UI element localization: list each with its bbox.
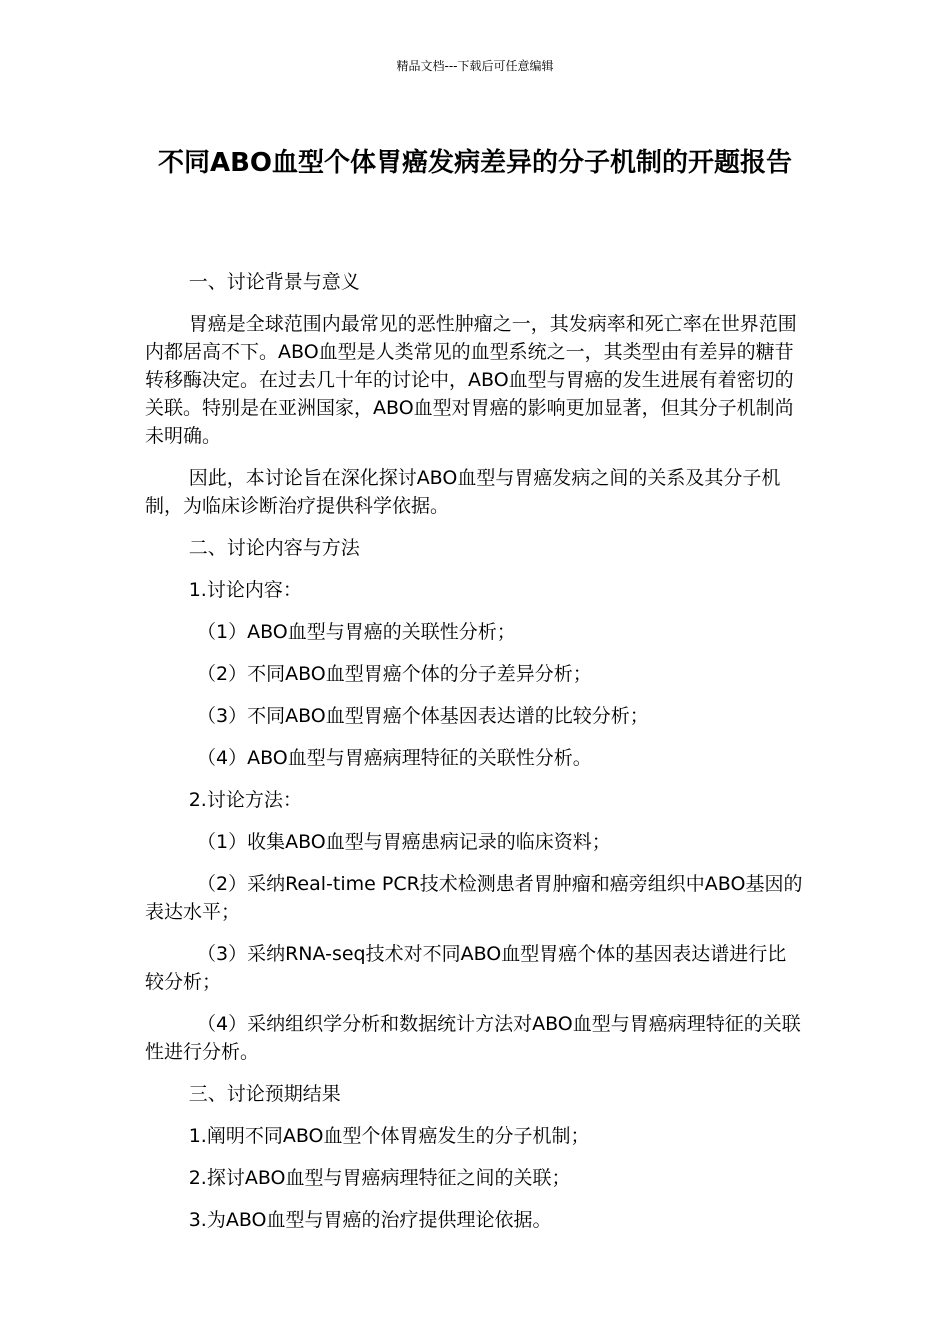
list-item: （1）ABO血型与胃癌的关联性分析； — [197, 621, 516, 643]
section-heading-results: 三、讨论预期结果 — [188, 1083, 341, 1105]
section-heading-background: 一、讨论背景与意义 — [188, 271, 360, 293]
list-item: （4）ABO血型与胃癌病理特征的关联性分析。 — [197, 747, 592, 769]
list-item: （1）收集ABO血型与胃癌患病记录的临床资料； — [197, 831, 611, 853]
section-heading-methods: 二、讨论内容与方法 — [188, 537, 360, 559]
list-item: （2）不同ABO血型胃癌个体的分子差异分析； — [197, 663, 592, 685]
list-item: （2）采纳Real-time PCR技术检测患者胃肿瘤和癌旁组织中ABO基因的表达水平； — [145, 873, 803, 923]
list-item: （3）不同ABO血型胃癌个体基因表达谱的比较分析； — [197, 705, 649, 727]
document-body — [145, 268, 805, 1248]
subheading-content: 1.讨论内容： — [188, 579, 302, 601]
list-item: 2.探讨ABO血型与胃癌病理特征之间的关联； — [188, 1167, 571, 1189]
list-item: 3.为ABO血型与胃癌的治疗提供理论依据。 — [188, 1209, 552, 1231]
list-item: （3）采纳RNA-seq技术对不同ABO血型胃癌个体的基因表达谱进行比较分析； — [145, 943, 787, 993]
paragraph-background: 胃癌是全球范围内最常见的恶性肿瘤之一，其发病率和死亡率在世界范围内都居高不下。ABO血型是人类常见的血型系统之一，其类型由有差异的糖苷转移酶决定。在过去几十年的讨论中，ABO血型与胃癌的发生进展有着密切的关联。特别是在亚洲国家，ABO血型对胃癌的影响更加显著，但其分子机制尚未明确。 — [145, 313, 797, 447]
subheading-methods: 2.讨论方法： — [188, 789, 302, 811]
document-title: 不同ABO血型个体胃癌发病差异的分子机制的开题报告 — [157, 148, 793, 178]
header-note: 精品文档---下载后可任意编辑 — [396, 59, 554, 73]
list-item: 1.阐明不同ABO血型个体胃癌发生的分子机制； — [188, 1125, 590, 1147]
paragraph-purpose: 因此，本讨论旨在深化探讨ABO血型与胃癌发病之间的关系及其分子机制，为临床诊断治疗提供科学依据。 — [145, 467, 781, 517]
list-item: （4）采纳组织学分析和数据统计方法对ABO血型与胃癌病理特征的关联性进行分析。 — [145, 1013, 801, 1063]
